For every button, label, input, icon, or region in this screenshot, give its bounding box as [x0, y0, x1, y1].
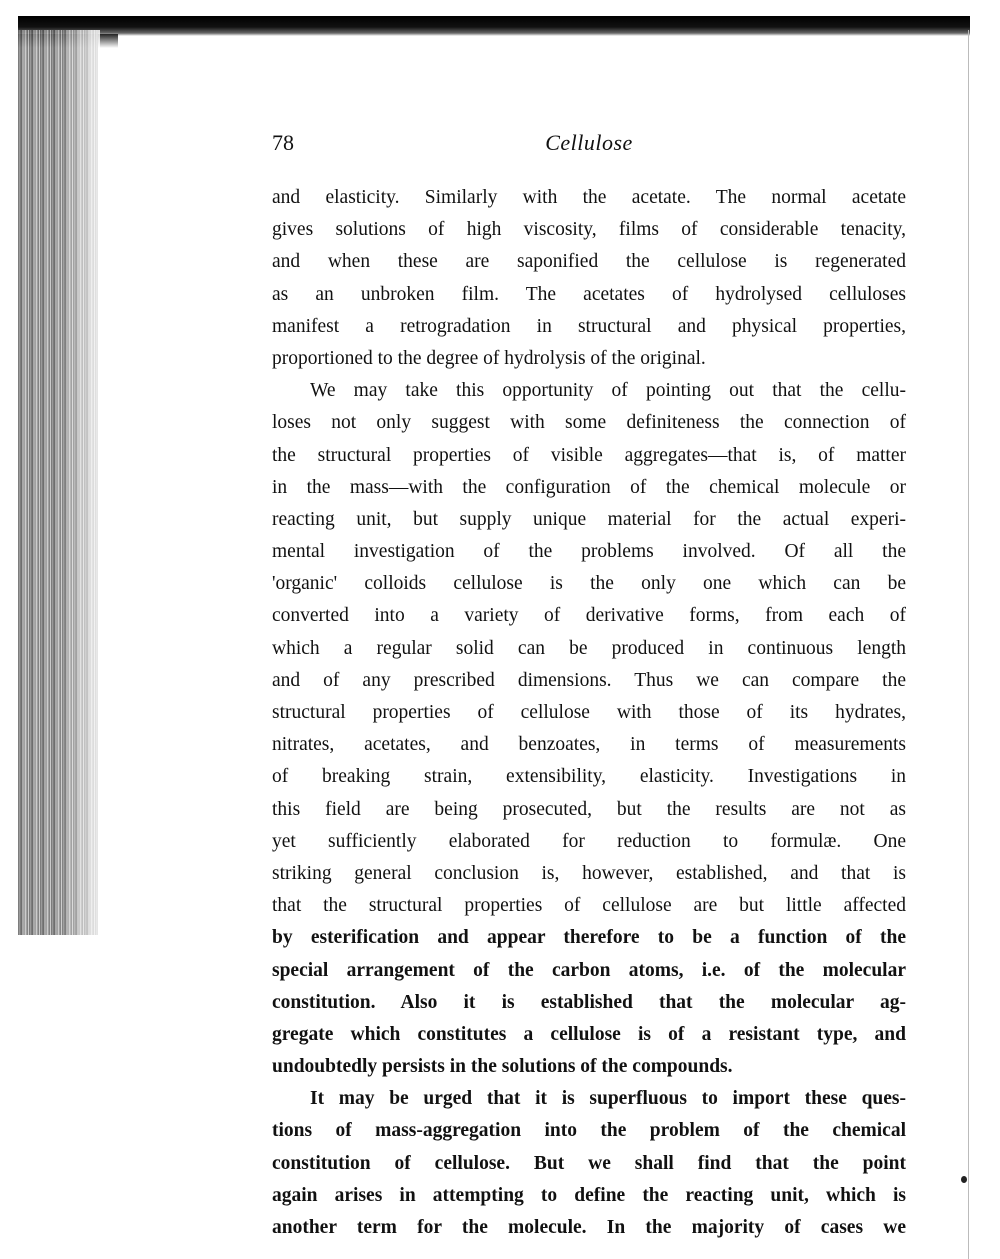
- text-line: gregate which constitutes a cellulose is of a resistant type, and: [272, 1023, 906, 1045]
- text-line: 'organic' colloids cellulose is the only one which can be: [272, 573, 906, 595]
- book-spine-fade: [60, 30, 100, 935]
- text-line: of breaking strain, extensibility, elasticity. Investigations in: [272, 766, 906, 788]
- scan-top-edge-shadow: [18, 16, 970, 36]
- text-line: tions of mass-aggregation into the problem of the chemical: [272, 1120, 906, 1142]
- paragraph-1: [272, 182, 906, 375]
- text-line: nitrates, acetates, and benzoates, in terms of measurements: [272, 734, 906, 756]
- text-line: special arrangement of the carbon atoms, i.e. of the molecular: [272, 959, 906, 981]
- text-line: constitution. Also it is established that the molecular ag-: [272, 991, 906, 1013]
- text-line: gives solutions of high viscosity, films of considerable tenacity,: [272, 219, 906, 241]
- text-line: another term for the molecule. In the majority of cases we: [272, 1217, 906, 1238]
- text-line: and when these are saponified the cellulose is regenerated: [272, 251, 906, 273]
- text-line: yet sufficiently elaborated for reduction to formulæ. One: [272, 830, 906, 852]
- running-title: Cellulose: [545, 130, 633, 155]
- text-line: We may take this opportunity of pointing out that the cellu-: [310, 380, 906, 402]
- text-line: converted into a variety of derivative forms, from each of: [272, 605, 906, 627]
- page-header: [272, 130, 906, 162]
- text-line: undoubtedly persists in the solutions of the compounds.: [272, 1056, 733, 1078]
- text-line: again arises in attempting to define the reacting unit, which is: [272, 1184, 906, 1206]
- text-line: and of any prescribed dimensions. Thus we can compare the: [272, 669, 906, 691]
- text-line: mental investigation of the problems involved. Of all the: [272, 541, 906, 563]
- paragraph-3: [272, 1083, 906, 1244]
- paragraph-2: [272, 375, 906, 1083]
- text-line: and elasticity. Similarly with the acetate. The normal acetate: [272, 187, 906, 208]
- text-line: constitution of cellulose. But we shall find that the point: [272, 1152, 906, 1174]
- page-number: 78: [272, 130, 294, 155]
- text-line: It may be urged that it is superfluous to import these ques-: [310, 1088, 906, 1110]
- text-line: proportioned to the degree of hydrolysis of the original.: [272, 347, 706, 369]
- text-line: the structural properties of visible aggregates—that is, of matter: [272, 444, 906, 466]
- text-line: manifest a retrogradation in structural and physical properties,: [272, 315, 906, 337]
- text-line: reacting unit, but supply unique material for the actual experi-: [272, 508, 906, 530]
- text-line: striking general conclusion is, however, established, and that is: [272, 862, 906, 884]
- text-line: that the structural properties of cellulose are but little affected: [272, 895, 906, 917]
- text-line: structural properties of cellulose with those of its hydrates,: [272, 702, 906, 723]
- text-line: this field are being prosecuted, but the results are not as: [272, 798, 906, 820]
- text-line: by esterification and appear therefore to be a function of the: [272, 927, 906, 949]
- scan-right-edge: [968, 30, 969, 1259]
- text-line: in the mass—with the configuration of the chemical molecule or: [272, 476, 906, 498]
- text-line: which a regular solid can be produced in continuous length: [272, 637, 906, 659]
- text-line: loses not only suggest with some definiteness the connection of: [272, 412, 906, 434]
- scan-speck: [961, 1176, 967, 1183]
- body-text: [272, 182, 906, 1244]
- text-line: as an unbroken film. The acetates of hydrolysed celluloses: [272, 283, 906, 305]
